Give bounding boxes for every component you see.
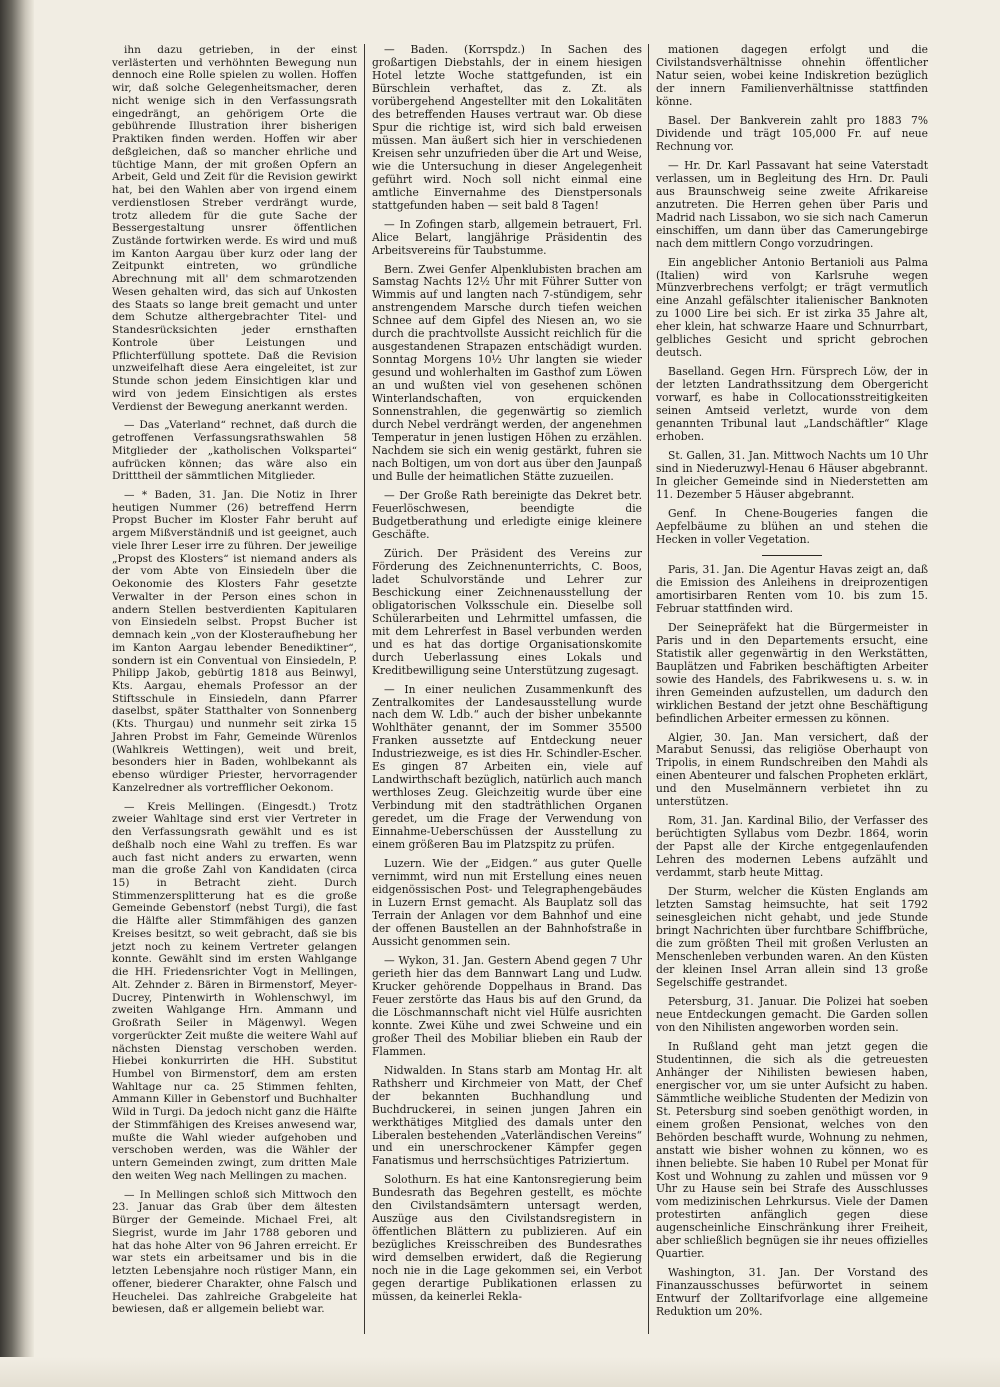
- page-binding-edge: [0, 0, 34, 1387]
- paragraph: — Wykon, 31. Jan. Gestern Abend gegen 7 Uhr gerieth hier das dem Bannwart Lang und Ludw. Krucker gehörende Doppelhaus in Brand. Das Feuer zerstörte das Haus bis auf den Grund, da die Löschmannschaft nicht viel Hülfe ausrichten konnte. Zwei Kühe und zwei Schweine und ein großer Theil des Mobiliar blieben ein Raub der Flammen.: [372, 953, 642, 1058]
- paragraph: Washington, 31. Jan. Der Vorstand des Finanzausschusses befürwortet in seinem Entwurf der Zolltarifvorlage eine allgemeine Reduktion um 20%.: [656, 1266, 928, 1319]
- paragraph: Nidwalden. In Stans starb am Montag Hr. alt Rathsherr und Kirchmeier von Matt, der Chef der bekannten Buchhandlung und Buchdruckerei, in seinen jungen Jahren ein werkthätiges Mitglied des damals unter den Liberalen bestehenden „Vaterländischen Vereins“ und ein unerschrockener Kämpfer gegen Fanatismus und herrschsüchtiges Patriziertum.: [372, 1063, 642, 1168]
- column-1: [112, 44, 357, 1322]
- paragraph: St. Gallen, 31. Jan. Mittwoch Nachts um 10 Uhr sind in Niederuzwyl-Henau 6 Häuser abgebrannt. In gleicher Gemeinde sind in Niederstetten am 11. Dezember 5 Häuser abgebrannt.: [656, 449, 928, 501]
- column-rule: [364, 44, 365, 1334]
- paragraph: Bern. Zwei Genfer Alpenklubisten brachen am Samstag Nachts 12½ Uhr mit Führer Sutter von Wimmis auf und langten nach 7-stündigem, sehr anstrengendem Marsche durch tiefen weichen Schnee auf dem Gipfel des Niesen an, wo sie durch die prachtvollste Aussicht reichlich für die ausgestandenen Strapazen entschädigt wurden. Sonntag Morgens 10½ Uhr langten sie wieder gesund und wohlerhalten im Gasthof zum Löwen an und wußten viel von gesehenen schönen Winterlandschaften, von erquickenden Sonnenstrahlen, die gegenwärtig so ziemlich durch Nebel verdrängt werden, der angenehmen Temperatur in jenen lustigen Höhen zu erzählen. Nachdem sie sich ein wenig gestärkt, fuhren sie nach Boltigen, um von dort aus über den Jaunpaß und Bulle der heimatlichen Stätte zuzueilen.: [372, 262, 642, 483]
- paragraph: Paris, 31. Jan. Die Agentur Havas zeigt an, daß die Emission des Anleihens in dreiprozentigen amortisirbaren Renten vom 10. bis zum 15. Februar stattfinden wird.: [656, 562, 928, 615]
- paragraph: Luzern. Wie der „Eidgen.“ aus guter Quelle vernimmt, wird nun mit Erstellung eines neuen eidgenössischen Post- und Telegraphengebäudes in Luzern Ernst gemacht. Als Bauplatz soll das Terrain der Anlagen vor dem Bahnhof und eine der offenen Baustellen an der Bahnhofstraße in Aussicht genommen sein.: [372, 857, 642, 948]
- paragraph: — Der Große Rath bereinigte das Dekret betr. Feuerlöschwesen, beendigte die Budgetberathung und erledigte einige kleinere Geschäfte.: [372, 488, 642, 541]
- paragraph: Rom, 31. Jan. Kardinal Bilio, der Verfasser des berüchtigten Syllabus vom Dezbr. 1864, worin der Papst alle der Kirche entgegenlaufenden Lehren des modernen Lebens aufzählt und verdammt, starb heute Mittag.: [656, 814, 928, 880]
- paragraph: Der Seinepräfekt hat die Bürgermeister in Paris und in den Departements ersucht, eine Statistik aller gegenwärtig in den Werkstätten, Bauplätzen und Fabriken beschäftigten Arbeiter sowie des Handels, des Fabrikwesens u. s. w. in ihren Gemeinden aufzustellen, um dadurch den wirklichen Bestand der jetzt ohne Beschäftigung befindlichen Arbeiter ermessen zu können.: [656, 620, 928, 725]
- column-2: [372, 44, 642, 1310]
- paragraph: Zürich. Der Präsident des Vereins zur Förderung des Zeichnenunterrichts, C. Boos, ladet Schulvorstände und Lehrer zur Beschickung einer Zeichnenausstellung der obligatorischen Volksschule ein. Dieselbe soll Schülerarbeiten und Lehrmittel umfassen, die mit dem Lehrerfest in Basel verbunden werden und es hat das dortige Organisationskomite durch Ueberlassung eines Lokals und Kreditbewilligung seine Unterstützung zugesagt.: [372, 546, 642, 677]
- column-3: [656, 44, 928, 1325]
- page-bottom-margin: [0, 1357, 1000, 1387]
- paragraph: Petersburg, 31. Januar. Die Polizei hat soeben neue Entdeckungen gemacht. Die Garden sollen von den Nihilisten angeworben worden sein.: [656, 994, 928, 1034]
- paragraph: Solothurn. Es hat eine Kantonsregierung beim Bundesrath das Begehren gestellt, es möchte den Civilstandsämtern untersagt werden, Auszüge aus den Civilstandsregistern in öffentlichen Blättern zu publizieren. Auf ein bezügliches Kreisschreiben des Bundesrathes wird demselben erwidert, daß die Regierung noch nie in die Lage gekommen sei, ein Verbot gegen derartige Publikationen erlassen zu müssen, da keinerlei Rekla-: [372, 1173, 642, 1304]
- paragraph: Ein angeblicher Antonio Bertanioli aus Palma (Italien) wird von Karlsruhe wegen Münzverbrechens verfolgt; er trägt vermutlich eine Anzahl gefälschter italienischer Banknoten zu 1000 Lire bei sich. Er ist zirka 35 Jahre alt, eher klein, hat schwarze Haare und Schnurrbart, gelbliches Gesicht und spricht gebrochen deutsch.: [656, 255, 928, 360]
- paragraph: ihn dazu getrieben, in der einst verlästerten und verhöhnten Bewegung nun dennoch eine Rolle spielen zu wollen. Hoffen wir, daß solche Gelegenheitsmacher, deren nicht wenige sich in den Verfassungsrath eingedrängt, an gehörigem Orte die gebührende Illustration ihrer bisherigen Praktiken finden werden. Hoffen wir aber deßgleichen, daß so mancher ehrliche und tüchtige Mann, der mit großen Opfern an Arbeit, Geld und Zeit für die Revision gewirkt hat, bei den Wahlen aber von irgend einem verdienstlosen Streber verdrängt wurde, trotz alledem für die gute Sache der Bessergestaltung unsrer öffentlichen Zustände fortwirken werde. Es wird und muß im Kanton Aargau über kurz oder lang der Zeitpunkt eintreten, wo gründliche Abrechnung mit all' dem schmarotzenden Wesen gehalten wird, das sich auf Unkosten des Staats so lange breit gemacht und unter dem Schutze althergebrachter Titel- und Standesrücksichten jeder ernsthaften Kontrole über Leistungen und Pflichterfüllung spottete. Daß die Revision unzweifelhaft diese Aera eingeleitet, ist zur Stunde schon jedem Einsichtigen klar und wird von jedem Einsichtigen als erstes Verdienst der Bewegung anerkannt werden.: [112, 44, 357, 413]
- paragraph: mationen dagegen erfolgt und die Civilstandsverhältnisse ohnehin öffentlicher Natur seien, wobei keine Indiskretion bezüglich der innern Familienverhältnisse stattfinden könne.: [656, 43, 928, 108]
- paragraph: Genf. In Chene-Bougeries fangen die Aepfelbäume zu blühen an und stehen die Hecken in voller Vegetation.: [656, 506, 928, 546]
- paragraph: Basel. Der Bankverein zahlt pro 1883 7% Dividende und trägt 105,000 Fr. auf neue Rechnung vor.: [656, 113, 928, 153]
- paragraph: — In einer neulichen Zusammenkunft des Zentralkomites der Landesausstellung wurde nach dem W. Ldb.“ auch der bisher unbekannte Wohlthäter genannt, der im Sommer 35500 Franken aussetzte auf Entdeckung neuer Industriezweige, es ist dies Hr. Schindler-Escher. Es gingen 87 Arbeiten ein, viele auf Landwirthschaft bezüglich, natürlich auch manch werthloses Zeug. Gleichzeitig wurde über eine Verbindung mit den stadträthlichen Organen geredet, um die Frage der Verwendung von Einnahme-Ueberschüssen der Ausstellung zu einem größeren Bau im Platzspitz zu prüfen.: [372, 682, 642, 852]
- paragraph: — In Mellingen schloß sich Mittwoch den 23. Januar das Grab über dem ältesten Bürger der Gemeinde. Michael Frei, alt Siegrist, wurde im Jahr 1788 geboren und hat das hohe Alter von 96 Jahren erreicht. Er war stets ein arbeitsamer und bis in die letzten Lebensjahre noch rüstiger Mann, ein offener, biederer Charakter, ohne Falsch und Heuchelei. Das zahlreiche Grabgeleite hat bewiesen, daß er allgemein beliebt war.: [112, 1188, 357, 1316]
- column-rule: [648, 44, 649, 1334]
- paragraph: — Hr. Dr. Karl Passavant hat seine Vaterstadt verlassen, um in Begleitung des Hrn. Dr. Pauli aus Braunschweig seine zweite Afrikareise anzutreten. Die Herren gehen über Paris und Madrid nach Lissabon, wo sie sich nach Camerun einschiffen, um dann über das Camerungebirge nach dem mittlern Congo vorzudringen.: [656, 158, 928, 250]
- paragraph: — Kreis Mellingen. (Eingesdt.) Trotz zweier Wahltage sind erst vier Vertreter in den Verfassungsrath gewählt und es ist deßhalb noch eine Wahl zu treffen. Es war auch fast nicht anders zu erwarten, wenn man die große Zahl von Kandidaten (circa 15) in Betracht zieht. Durch Stimmenzersplitterung hat es die große Gemeinde Gebenstorf (nebst Turgi), die fast die Hälfte aller Stimmfähigen des ganzen Kreises besitzt, so weit gebracht, daß sie bis jetzt noch zu keinem Vertreter gelangen konnte. Gewählt sind im ersten Wahlgange die HH. Friedensrichter Vogt in Mellingen, Alt. Zehnder z. Bären in Birmenstorf, Meyer-Ducrey, Pintenwirth in Wohlenschwyl, im zweiten Wahlgange Hrn. Ammann und Großrath Seiler in Mägenwyl. Wegen vorgerückter Zeit mußte die weitere Wahl auf nächsten Dienstag verschoben werden. Hiebei konkurrirten die HH. Substitut Humbel von Birmenstorf, dem am ersten Wahltage nur ca. 25 Stimmen fehlten, Ammann Killer in Gebenstorf und Buchhalter Wild in Turgi. Da jedoch nicht ganz die Hälfte der Stimmfähigen des Kreises anwesend war, mußte die Wahl wieder aufgehoben und verschoben werden, was die Wähler der untern Gemeinden zwingt, zum dritten Male den weiten Weg nach Mellingen zu machen.: [112, 800, 357, 1182]
- paragraph: — * Baden, 31. Jan. Die Notiz in Ihrer heutigen Nummer (26) betreffend Herrn Propst Bucher im Kloster Fahr beruht auf argem Mißverständniß und ist geeignet, auch viele Ihrer Leser irre zu führen. Der jeweilige „Propst des Klosters“ ist niemand anders als der vom Abte von Einsiedeln über die Oekonomie des Klosters Fahr gesetzte Verwalter in der Person eines schon in andern Stellen bestverdienten Kapitularen von Einsiedeln selbst. Propst Bucher ist demnach kein „von der Klosteraufhebung her im Kanton Aargau lebender Benediktiner“, sondern ist ein Conventual von Einsiedeln, P. Philipp Jakob, gebürtig 1818 aus Beinwyl, Kts. Aargau, ehemals Professor an der Stiftsschule in Einsiedeln, dann Pfarrer daselbst, später Statthalter von Sonnenberg (Kts. Thurgau) und nunmehr seit zirka 15 Jahren Probst im Fahr, Gemeinde Würenlos (Wahlkreis Wettingen), weit und breit, besonders hier in Baden, wohlbekannt als ebenso würdiger Priester, hervorragender Kanzelredner als vortrefflicher Oekonom.: [112, 488, 357, 794]
- paragraph: Baselland. Gegen Hrn. Fürsprech Löw, der in der letzten Landrathssitzung dem Obergericht vorwarf, es habe in Collocationsstreitigkeiten seinen Amtseid verletzt, wurde von dem genannten Tribunal laut „Landschäftler“ Klage erhoben.: [656, 365, 928, 444]
- paragraph: Algier, 30. Jan. Man versichert, daß der Marabut Senussi, das religiöse Oberhaupt von Tripolis, in einem Rundschreiben den Mahdi als einen Abenteurer und falschen Propheten erklärt, und den Muselmännern verbietet ihn zu unterstützen.: [656, 730, 928, 809]
- paragraph: — Das „Vaterland“ rechnet, daß durch die getroffenen Verfassungsrathswahlen 58 Mitglieder der „katholischen Volkspartei“ aufrücken können; das wäre also ein Dritttheil der sämmtlichen Mitglieder.: [112, 419, 357, 483]
- paragraph: — Baden. (Korrspdz.) In Sachen des großartigen Diebstahls, der in einem hiesigen Hotel letzte Woche stattgefunden, ist ein Bürschlein verhaftet, das z. Zt. als vorübergehend Angestellter mit den Lokalitäten des betreffenden Hauses vertraut war. Ob diese Spur die richtige ist, wird sich bald erweisen müssen. Man äußert sich hier in verschiedenen Kreisen sehr unzufrieden über die Art und Weise, wie die Untersuchung in dieser Angelegenheit geführt wird. Noch soll nicht einmal eine amtliche Einvernahme des Dienstpersonals stattgefunden haben — seit bald 8 Tagen!: [372, 43, 642, 212]
- section-separator-rule: [762, 555, 822, 556]
- paragraph: — In Zofingen starb, allgemein betrauert, Frl. Alice Belart, langjährige Präsidentin des Arbeitsvereins für Taubstumme.: [372, 217, 642, 257]
- paragraph: In Rußland geht man jetzt gegen die Studentinnen, die sich als die getreuesten Anhänger der Nihilisten bewiesen haben, energischer vor, um sie unter Aufsicht zu haben. Sämmtliche weibliche Studenten der Medizin von St. Petersburg sind soeben genöthigt worden, in einem großen Pensionat, welches von den Behörden beschafft wurde, Wohnung zu nehmen, anstatt wie bisher wohnen zu können, wo es ihnen beliebte. Sie haben 10 Rubel per Monat für Kost und Wohnung zu zahlen und müssen vor 9 Uhr zu Hause sein bei Strafe des Ausschlusses vom medizinischen Lehrkursus. Viele der Damen protestirten anfänglich gegen diese augenscheinliche Einschränkung ihrer Freiheit, aber schließlich begnügen sie ihr neues offizielles Quartier.: [656, 1039, 928, 1261]
- paragraph: Der Sturm, welcher die Küsten Englands am letzten Samstag heimsuchte, hat seit 1792 seinesgleichen nicht gehabt, und jede Stunde bringt Nachrichten über furchtbare Schiffbrüche, die zum größten Theil mit großen Verlusten an Menschenleben verbunden waren. An den Küsten der kleinen Insel Arran allein sind 13 große Segelschiffe gestrandet.: [656, 885, 928, 989]
